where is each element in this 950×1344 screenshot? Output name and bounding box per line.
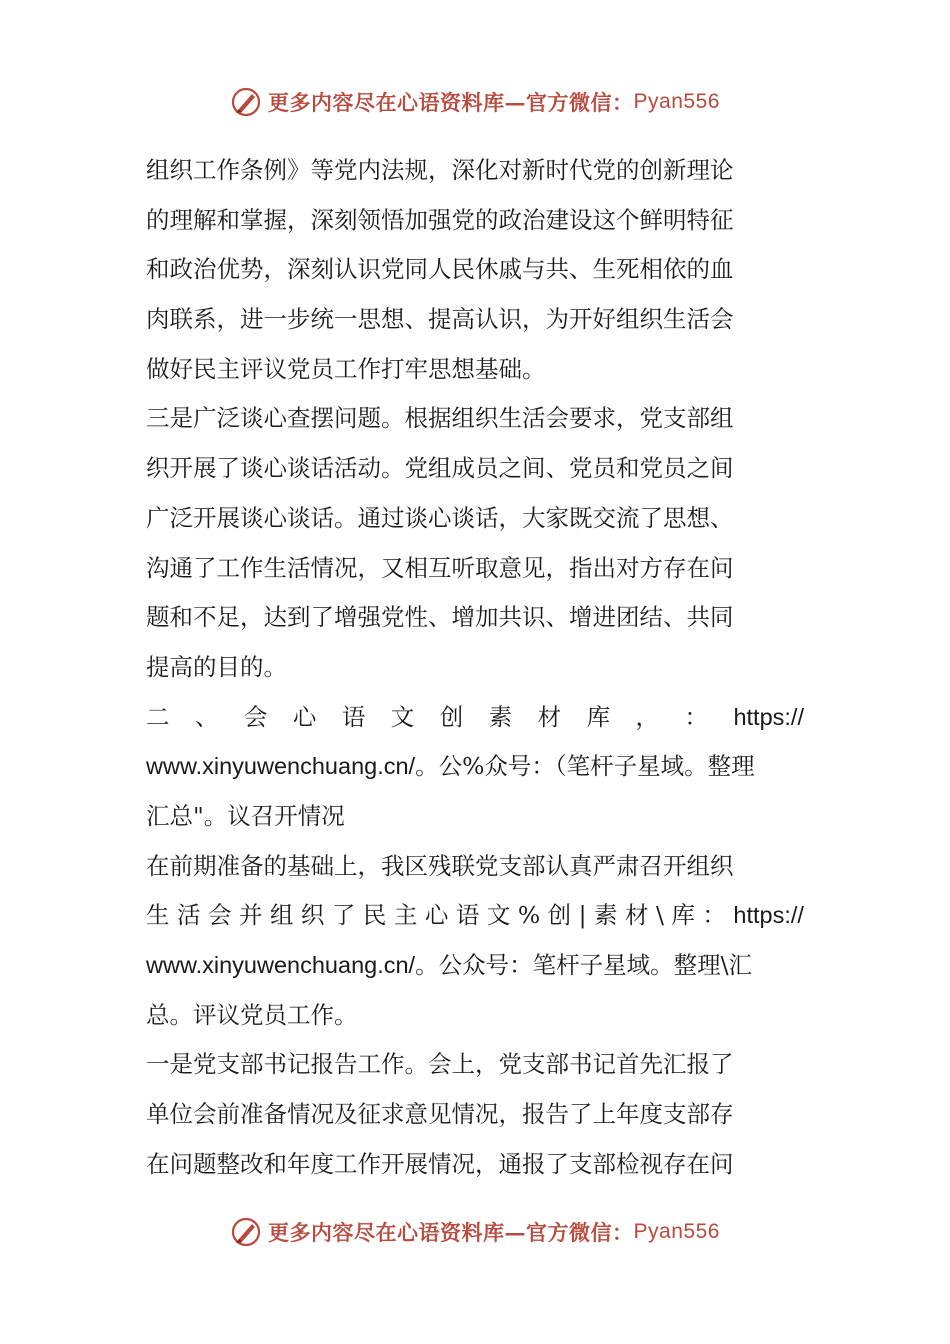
document-body	[146, 146, 804, 1189]
text-line: 在前期准备的基础上，我区残联党支部认真严肃召开组织	[146, 851, 734, 880]
text-line: 一是党支部书记报告工作。会上，党支部书记首先汇报了	[146, 1050, 734, 1079]
header-watermark	[0, 80, 950, 124]
text-line: 在问题整改和年度工作开展情况，通报了支部检视存在问	[146, 1149, 734, 1178]
text-line: 总。评议党员工作。	[146, 1000, 358, 1029]
url-text: www.xinyuwenchuang.cn/	[146, 952, 416, 978]
text-line: www.xinyuwenchuang.cn/。公众号：笔杆子星域。整理\汇	[146, 951, 753, 979]
text-line: 的理解和掌握，深刻领悟加强党的政治建设这个鲜明特征	[146, 205, 734, 234]
text-line: 提高的目的。	[146, 652, 287, 681]
footer-separator: —	[504, 1219, 527, 1245]
text-line: 做好民主评议党员工作打牢思想基础。	[146, 354, 546, 383]
url-text: https://	[733, 902, 804, 929]
text-line: 题和不足，达到了增强党性、增加共识、增进团结、共同	[146, 603, 734, 632]
text-line: 广泛开展谈心谈话。通过谈心谈话，大家既交流了思想、	[146, 503, 734, 532]
spaced-text-line: 二 、 会 心 语 文 创 素 材 库 ， ： https://	[146, 693, 804, 743]
footer-watermark	[0, 1210, 950, 1254]
url-text: www.xinyuwenchuang.cn/	[146, 753, 416, 780]
spaced-text-line: 生 活 会 并 组 织 了 民 主 心 语 文 % 创 | 素 材 \ 库 ： https://	[146, 891, 804, 941]
url-text: https://	[733, 703, 804, 730]
footer-wechat-label: 官方微信：	[526, 1220, 634, 1245]
header-wechat-id: Pyan556	[633, 90, 720, 113]
header-brand: 更多内容尽在心语资料库	[268, 90, 505, 115]
pen-logo-icon	[230, 1216, 262, 1248]
text-line: 和政治优势，深刻认识党同人民休戚与共、生死相依的血	[146, 255, 734, 284]
text-line: 三是广泛谈心查摆问题。根据组织生活会要求，党支部组	[146, 404, 734, 433]
pen-logo-icon	[230, 86, 262, 118]
text-line: 汇总"。议召开情况	[146, 801, 345, 830]
header-separator: —	[504, 89, 527, 115]
text-line: 组织工作条例》等党内法规，深化对新时代党的创新理论	[146, 156, 734, 184]
text-line: 沟通了工作生活情况，又相互听取意见，指出对方存在问	[146, 553, 734, 582]
text-line: 单位会前准备情况及征求意见情况，报告了上年度支部存	[146, 1100, 734, 1129]
footer-brand: 更多内容尽在心语资料库	[268, 1220, 505, 1245]
text-line: 肉联系，进一步统一思想、提高认识，为开好组织生活会	[146, 305, 734, 334]
footer-wechat-id: Pyan556	[633, 1220, 720, 1243]
text-line: 织开展了谈心谈话活动。党组成员之间、党员和党员之间	[146, 454, 734, 483]
header-wechat-label: 官方微信：	[526, 90, 634, 115]
text-line: www.xinyuwenchuang.cn/。公%众号：（笔杆子星域。整理	[146, 752, 755, 781]
